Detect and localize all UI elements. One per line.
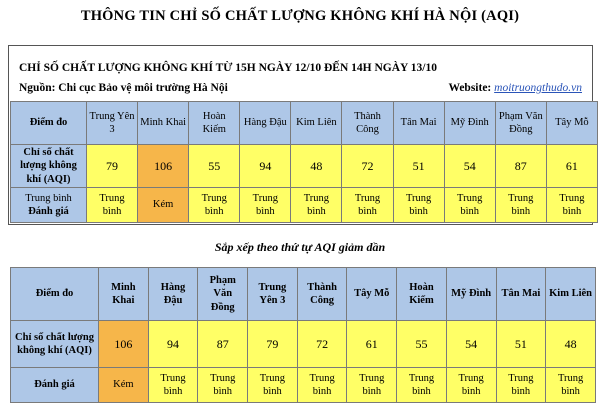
aqi-value-cell: 54: [446, 321, 496, 368]
website-block: [448, 82, 582, 94]
rating-cell: Trung bình: [546, 368, 596, 403]
rating-cell: Trung bình: [198, 368, 248, 403]
aqi-value-cell: 87: [198, 321, 248, 368]
rating-row: [11, 188, 598, 223]
rating-cell: Trung bình: [496, 368, 546, 403]
station-header-row: [11, 102, 598, 145]
rating-cell: Trung bình: [297, 368, 347, 403]
aqi-table-sorted: [10, 267, 596, 403]
rating-cell: Trung bình: [444, 188, 495, 223]
station-header: Minh Khai: [138, 102, 189, 145]
station-header: Hàng Đậu: [240, 102, 291, 145]
aqi-value-row: [11, 321, 596, 368]
rating-row: [11, 368, 596, 403]
station-header: Mỹ Đình: [446, 268, 496, 321]
source-text: Nguồn: Chi cục Bảo vệ môi trường Hà Nội: [19, 82, 228, 94]
aqi-value-cell: 61: [347, 321, 397, 368]
source-line: [19, 82, 582, 94]
aqi-value-cell: 79: [87, 145, 138, 188]
station-header: Trung Yên 3: [248, 268, 298, 321]
rating-cell: Kém: [99, 368, 149, 403]
rating-cell: Trung bình: [495, 188, 546, 223]
station-header: Kim Liên: [291, 102, 342, 145]
aqi-value-cell: 106: [99, 321, 149, 368]
period-title: CHỈ SỐ CHẤT LƯỢNG KHÔNG KHÍ TỪ 15H NGÀY 12/10 ĐẾN 14H NGÀY 13/10: [19, 62, 437, 74]
website-label: Website:: [448, 82, 492, 94]
rating-row-label: [11, 188, 87, 223]
station-header: Kim Liên: [546, 268, 596, 321]
station-header: Hoàn Kiếm: [397, 268, 447, 321]
rating-cell: Trung bình: [189, 188, 240, 223]
station-header-row: [11, 268, 596, 321]
station-header: Hoàn Kiếm: [189, 102, 240, 145]
aqi-value-cell: 48: [291, 145, 342, 188]
rating-cell: Trung bình: [240, 188, 291, 223]
rating-row-label-text: Đánh giá: [28, 206, 69, 217]
station-header: Tây Mỗ: [546, 102, 597, 145]
station-header: Minh Khai: [99, 268, 149, 321]
aqi-value-cell: 61: [546, 145, 597, 188]
aqi-table-by-station: [10, 101, 598, 223]
station-header: Phạm Văn Đồng: [495, 102, 546, 145]
aqi-value-cell: 54: [444, 145, 495, 188]
rating-cell: Trung bình: [546, 188, 597, 223]
rating-cell: Trung bình: [291, 188, 342, 223]
station-header: Phạm Văn Đồng: [198, 268, 248, 321]
aqi-value-cell: 51: [393, 145, 444, 188]
aqi-value-cell: 94: [148, 321, 198, 368]
station-header: Mỹ Đình: [444, 102, 495, 145]
station-header: Tân Mai: [496, 268, 546, 321]
station-row-label: Điểm đo: [11, 268, 99, 321]
station-header: Thành Công: [342, 102, 393, 145]
aqi-value-cell: 55: [189, 145, 240, 188]
rating-cell: Trung bình: [87, 188, 138, 223]
station-header: Tây Mỗ: [347, 268, 397, 321]
page-title: THÔNG TIN CHỈ SỐ CHẤT LƯỢNG KHÔNG KHÍ HÀ NỘI (AQI): [80, 8, 520, 24]
rating-cell: Trung bình: [342, 188, 393, 223]
sorted-section-title: Sắp xếp theo thứ tự AQI giảm dần: [214, 240, 386, 254]
rating-row-label: Đánh giá: [11, 368, 99, 403]
station-header: Trung Yên 3: [87, 102, 138, 145]
aqi-value-cell: 51: [496, 321, 546, 368]
aqi-value-cell: 106: [138, 145, 189, 188]
station-row-label: Điểm đo: [11, 102, 87, 145]
aqi-value-cell: 72: [297, 321, 347, 368]
website-link[interactable]: moitruongthudo.vn: [494, 82, 582, 94]
rating-row-label-prefix: Trung bình: [25, 192, 72, 204]
aqi-row-label: Chỉ số chất lượng không khí (AQI): [11, 145, 87, 188]
rating-cell: Trung bình: [397, 368, 447, 403]
rating-cell: Trung bình: [148, 368, 198, 403]
aqi-value-row: [11, 145, 598, 188]
aqi-value-cell: 94: [240, 145, 291, 188]
aqi-value-cell: 79: [248, 321, 298, 368]
aqi-row-label: Chỉ số chất lượng không khí (AQI): [11, 321, 99, 368]
aqi-value-cell: 87: [495, 145, 546, 188]
station-header: Thành Công: [297, 268, 347, 321]
rating-cell: Trung bình: [446, 368, 496, 403]
station-header: Hàng Đậu: [148, 268, 198, 321]
rating-cell: Trung bình: [347, 368, 397, 403]
aqi-value-cell: 55: [397, 321, 447, 368]
aqi-value-cell: 72: [342, 145, 393, 188]
aqi-value-cell: 48: [546, 321, 596, 368]
rating-cell: Kém: [138, 188, 189, 223]
station-header: Tân Mai: [393, 102, 444, 145]
rating-cell: Trung bình: [393, 188, 444, 223]
rating-cell: Trung bình: [248, 368, 298, 403]
